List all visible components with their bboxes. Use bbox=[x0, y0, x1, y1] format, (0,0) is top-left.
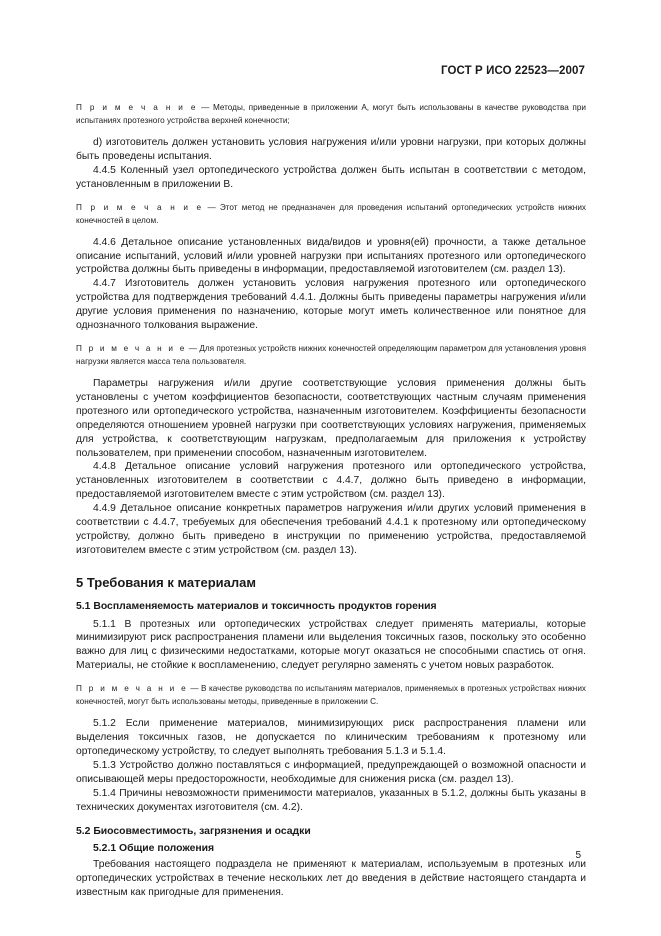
note-text: — В качестве руководства по испытаниям материалов, применяемых в протезных устройствах нижних конечностей, могут быть использованы методы, приведенные в приложении С. bbox=[76, 684, 586, 707]
standard-code-header: ГОСТ Р ИСО 22523—2007 bbox=[440, 65, 585, 77]
note-3 bbox=[76, 342, 586, 368]
paragraph-4-4-9: 4.4.9 Детальное описание конкретных параметров нагружения и/или других условий применения в соответствии с 4.4.7, требуемых для обеспечения требований 4.4.1 к протезному или ортопедическому устройству, должно быть приведено в инструкции по применению устройства, предоставляемой изготовителем вместе с этим устройством (см. раздел 13). bbox=[76, 503, 586, 556]
note-label: П р и м е ч а н и е bbox=[76, 103, 198, 112]
note-1 bbox=[76, 101, 586, 127]
note-text: — Этот метод не предназначен для проведения испытаний ортопедических устройств нижних конечностей в целом. bbox=[76, 202, 587, 225]
note-label: П р и м е ч а н и е bbox=[76, 202, 204, 212]
subsection-heading-5-2-1: 5.2.1 Общие положения bbox=[93, 843, 215, 855]
section-heading-5: 5 Требования к материалам bbox=[76, 574, 257, 590]
page-number: 5 bbox=[575, 850, 581, 861]
note-label: П р и м е ч а н и е bbox=[76, 343, 187, 353]
note-text: — Для протезных устройств нижних конечностей определяющим параметром для установления уровня нагрузки является масса тела пользователя. bbox=[76, 343, 587, 366]
paragraph-4-4-8: 4.4.8 Детальное описание условий нагружения протезного или ортопедического устройства, установленных изготовителем в соответствии с 4.4.7, должно быть приведено в информации, предоставляемой изготовителем вместе с этим устройством (см. раздел 13). bbox=[76, 461, 586, 501]
paragraph-load-parameters: Параметры нагружения и/или другие соответствующие условия применения должны быть установлены с учетом коэффициентов безопасности, соответствующих частным случаям применения протезного или ортопедического устройства, назначенным изготовителем. Коэффициенты безопасности определяются отношением уровней нагрузки при соответствующих условиях нагружения, применяемых для устройства, к соответствующим нагрузкам, предполагаемым для приложения к устройству пользователем, при применении способом, назначенным изготовителем. bbox=[76, 377, 586, 459]
paragraph-5-1-3: 5.1.3 Устройство должно поставляться с информацией, предупреждающей о возможной опасности и описывающей меры предосторожности, необходимые для снижения риска (см. раздел 13). bbox=[76, 759, 586, 785]
paragraph-5-2-1: Требования настоящего подраздела не применяют к материалам, используемым в протезных или ортопедических устройствах в течение нескольких лет до введения в действие настоящего стандарта и известным как пригодные для применения. bbox=[76, 859, 586, 899]
subsection-heading-5-2: 5.2 Биосовместимость, загрязнения и осадки bbox=[76, 825, 311, 837]
paragraph-5-1-2: 5.1.2 Если применение материалов, минимизирующих риск распространения пламени или выделения токсичных газов, не допускается по клиническим требованиям к протезному или ортопедическому устройству, то следует выполнять требования 5.1.3 и 5.1.4. bbox=[76, 718, 586, 757]
paragraph-4-4-5: 4.4.5 Коленный узел ортопедического устройства должен быть испытан в соответствии с методом, установленным в приложении В. bbox=[76, 164, 586, 190]
note-2 bbox=[76, 201, 586, 227]
paragraph-5-1-4: 5.1.4 Причины невозможности применимости материалов, указанных в 5.1.2, должны быть указаны в технических документах изготовителя (см. 4.2). bbox=[76, 787, 586, 813]
paragraph-5-1-1: 5.1.1 В протезных или ортопедических устройствах следует применять материалы, которые минимизируют риск распространения пламени или выделения токсичных газов, поскольку это особенно важно для лиц с физическими недостатками, которые могут оказаться не способными спастись от огня. Материалы, не стойкие к воспламенению, следует регулярно заменять с учетом новых разработок. bbox=[76, 618, 586, 672]
paragraph-item-d: d) изготовитель должен установить условия нагружения и/или уровни нагрузки, при которых должны быть проведены испытания. bbox=[76, 137, 586, 162]
paragraph-4-4-6: 4.4.6 Детальное описание установленных вида/видов и уровня(ей) прочности, а также детальное описание испытаний, условий и/или уровней нагрузки при испытаниях протезного или ортопедического устройства должны быть приведены в информации, предоставляемой изготовителем (см. раздел 13). bbox=[76, 236, 586, 276]
note-text: — Методы, приведенные в приложении А, могут быть использованы в качестве руководства при испытаниях протезного устройства верхней конечности; bbox=[76, 103, 586, 125]
paragraph-4-4-7: 4.4.7 Изготовитель должен установить условия нагружения протезного или ортопедического устройства для подтверждения требований 4.4.1. Должны быть приведены параметры нагружения и/или другие условия применения по назначению, которые могут иметь количественное или понятное для однозначного толкования выражение. bbox=[76, 278, 586, 332]
note-4 bbox=[76, 682, 586, 708]
page-content bbox=[76, 92, 586, 900]
note-label: П р и м е ч а н и е bbox=[76, 684, 188, 694]
subsection-heading-5-1: 5.1 Воспламеняемость материалов и токсичность продуктов горения bbox=[76, 600, 437, 612]
